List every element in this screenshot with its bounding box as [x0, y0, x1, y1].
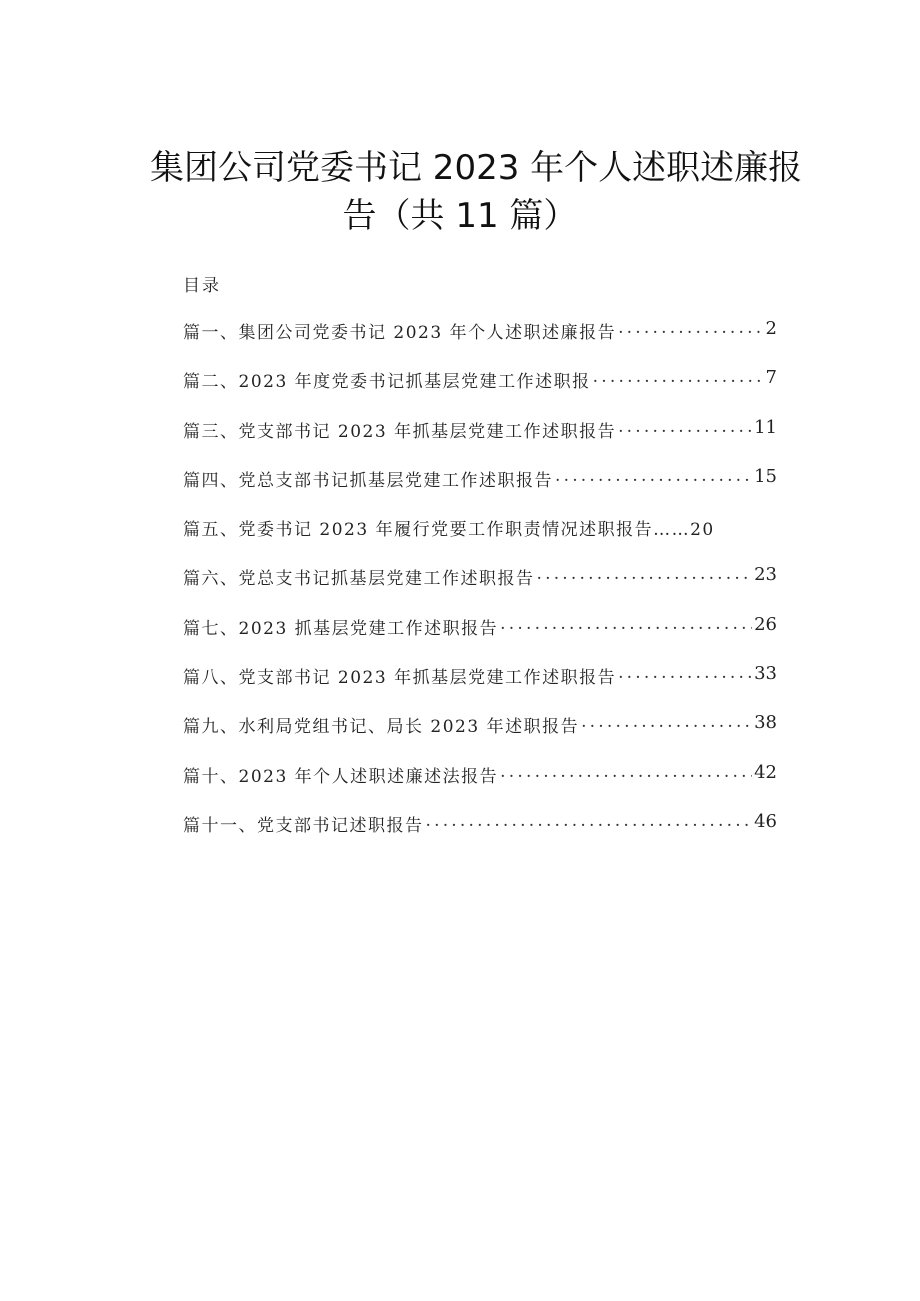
toc-dot-leader	[618, 417, 752, 437]
toc-entry-title: 篇二、2023 年度党委书记抓基层党建工作述职报	[183, 372, 591, 393]
toc-page-number: 42	[754, 761, 777, 783]
toc-page-number: 7	[765, 367, 777, 389]
toc-entry-11[interactable]	[183, 811, 777, 860]
toc-entry-title: 篇八、党支部书记 2023 年抓基层党建工作述职报告	[183, 668, 617, 689]
toc-entry-6[interactable]	[183, 564, 777, 613]
toc-page-number: 15	[754, 465, 777, 487]
toc-entry-4[interactable]	[183, 466, 777, 515]
toc-entry-1[interactable]	[183, 318, 777, 367]
toc-entry-title: 篇五、党委书记 2023 年履行党要工作职责情况述职报告……20	[183, 520, 715, 541]
toc-page-number: 11	[754, 416, 777, 438]
toc-page-number: 46	[754, 810, 777, 832]
document-title-line-2: 告（共 11 篇）	[342, 196, 578, 236]
toc-entry-title: 篇三、党支部书记 2023 年抓基层党建工作述职报告	[183, 421, 617, 442]
toc-entry-8[interactable]	[183, 663, 777, 712]
toc-entry-9[interactable]	[183, 712, 777, 761]
toc-page-number: 26	[754, 613, 777, 635]
toc-page-number: 33	[754, 663, 777, 685]
toc-entry-title: 篇十一、党支部书记述职报告	[183, 815, 424, 836]
toc-dot-leader	[593, 367, 764, 387]
toc-page-number: 23	[754, 564, 777, 586]
toc-page-number: 38	[754, 712, 777, 734]
toc-entry-7[interactable]	[183, 614, 777, 663]
toc-heading: 目录	[183, 276, 221, 296]
toc-dot-leader	[500, 614, 752, 634]
toc-entry-title: 篇十、2023 年个人述职述廉述法报告	[183, 766, 499, 787]
toc-entry-title: 篇七、2023 抓基层党建工作述职报告	[183, 618, 499, 639]
toc-entry-title: 篇九、水利局党组书记、局长 2023 年述职报告	[183, 717, 580, 738]
toc-dot-leader	[537, 564, 753, 584]
toc-page-number: 2	[765, 318, 777, 339]
toc-dot-leader	[618, 663, 752, 683]
toc-dot-leader	[500, 762, 752, 782]
toc-entry-2[interactable]	[183, 367, 777, 416]
toc-entry-3[interactable]	[183, 417, 777, 466]
toc-dot-leader	[618, 318, 763, 338]
toc-dot-leader	[581, 712, 752, 732]
toc-entry-title: 篇六、党总支书记抓基层党建工作述职报告	[183, 569, 535, 590]
toc-dot-leader	[555, 466, 752, 486]
toc-entry-title: 篇四、党总支部书记抓基层党建工作述职报告	[183, 470, 553, 491]
toc-entry-5[interactable]	[183, 515, 777, 564]
table-of-contents	[183, 318, 777, 860]
toc-dot-leader	[426, 811, 753, 831]
toc-entry-10[interactable]	[183, 762, 777, 811]
toc-entry-title: 篇一、集团公司党委书记 2023 年个人述职述廉报告	[183, 323, 617, 343]
document-title-line-1: 集团公司党委书记 2023 年个人述职述廉报	[150, 148, 803, 188]
